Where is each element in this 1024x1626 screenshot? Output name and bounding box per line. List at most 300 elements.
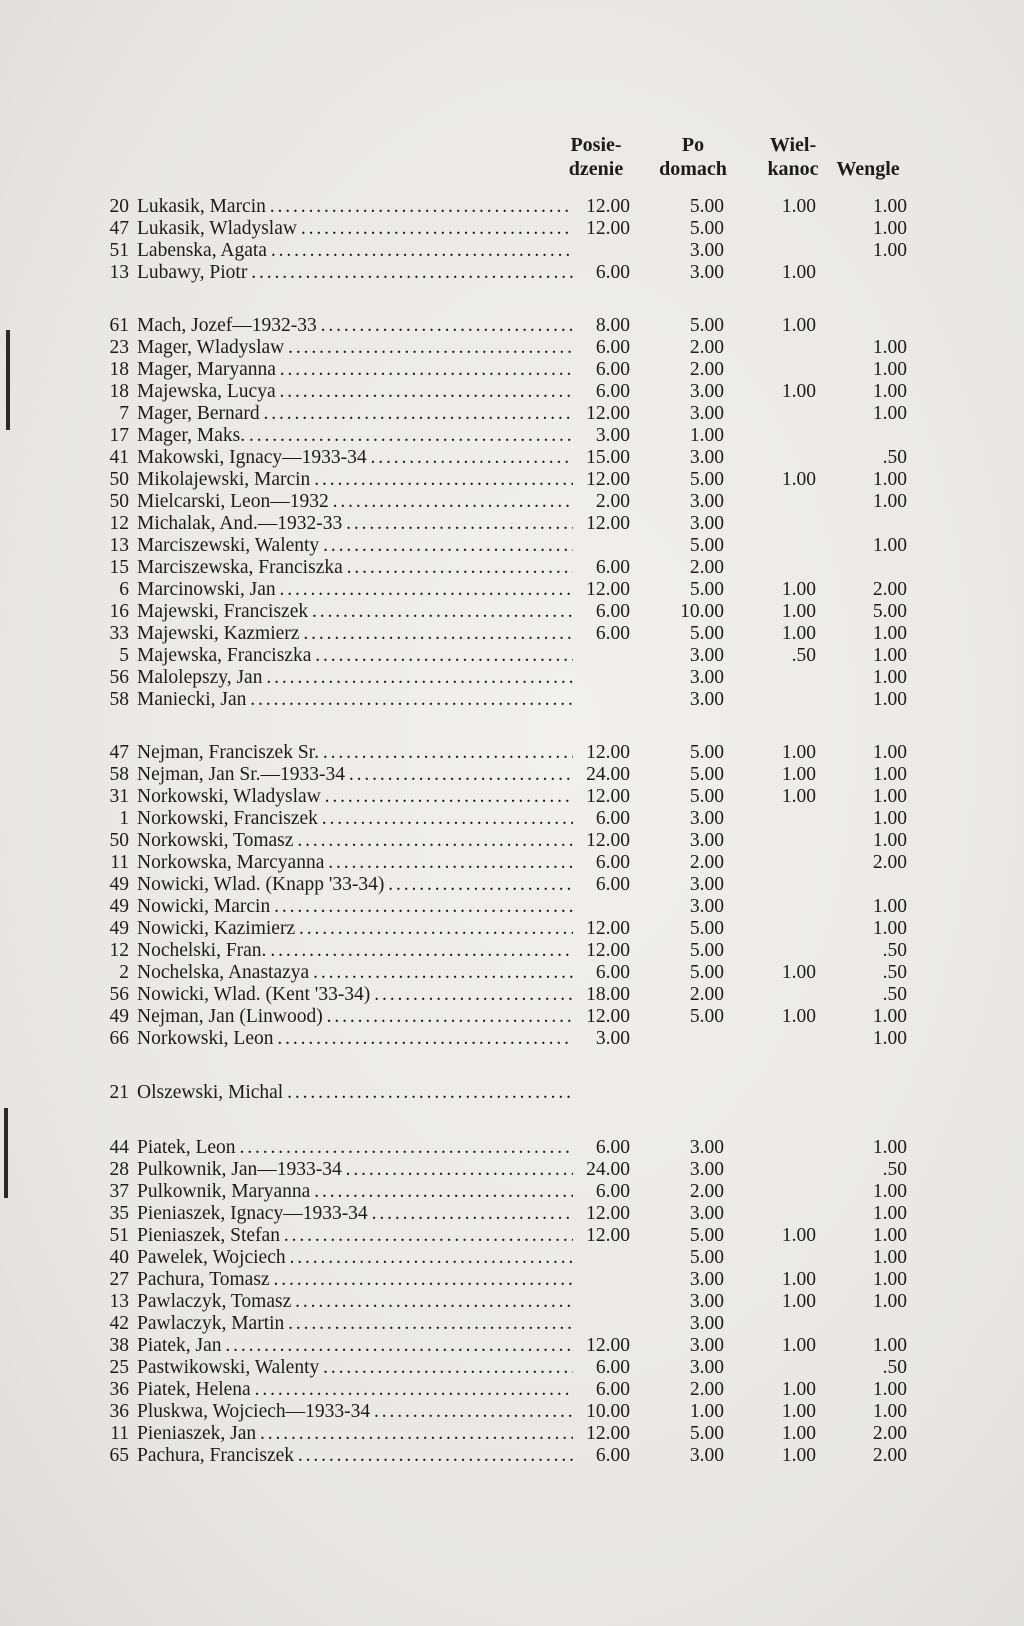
table-row	[0, 667, 1024, 689]
posiedzenie-value: 12.00	[586, 1006, 630, 1027]
po-domach-value: 3.00	[689, 874, 724, 895]
row-number: 25	[109, 1357, 129, 1378]
po-domach-value: 5.00	[689, 764, 724, 785]
posiedzenie-value: 3.00	[595, 1028, 630, 1049]
row-name: Olszewski, Michal . . .	[137, 1082, 573, 1104]
posiedzenie-value: 8.00	[595, 315, 630, 336]
row-number: 21	[109, 1082, 129, 1103]
po-domach-value: 5.00	[689, 535, 724, 556]
table-row	[0, 1379, 1024, 1401]
po-domach-value: 3.00	[689, 1445, 724, 1466]
row-name: Pluskwa, Wojciech—1933-34 . . .	[137, 1401, 573, 1423]
table-row	[0, 1137, 1024, 1159]
row-name: Mager, Wladyslaw . . .	[137, 337, 573, 359]
table-row	[0, 601, 1024, 623]
wielkanoc-value: 1.00	[781, 1269, 816, 1290]
posiedzenie-value: 6.00	[595, 262, 630, 283]
posiedzenie-value: 12.00	[586, 469, 630, 490]
header-posiedzenie-line2: dzenie	[568, 158, 624, 180]
row-name: Norkowski, Wladyslaw . . .	[137, 786, 573, 808]
header-posiedzenie	[556, 133, 636, 181]
po-domach-value: 5.00	[689, 579, 724, 600]
wielkanoc-value: 1.00	[781, 262, 816, 283]
wengle-value: 1.00	[872, 1028, 907, 1049]
row-name: Nejman, Jan (Linwood) . . .	[137, 1006, 573, 1028]
margin-mark	[4, 1108, 8, 1198]
row-name: Nowicki, Wlad. (Kent '33-34) . . .	[137, 984, 573, 1006]
row-number: 18	[109, 381, 129, 402]
row-number: 38	[109, 1335, 129, 1356]
row-name: Pachura, Tomasz . . .	[137, 1269, 573, 1291]
wielkanoc-value: 1.00	[781, 764, 816, 785]
row-number: 18	[109, 359, 129, 380]
row-number: 66	[109, 1028, 129, 1049]
table-row	[0, 337, 1024, 359]
row-name: Marciszewska, Franciszka . . .	[137, 557, 573, 579]
posiedzenie-value: 6.00	[595, 1357, 630, 1378]
row-number: 58	[109, 689, 129, 710]
row-number: 58	[109, 764, 129, 785]
row-name: Malolepszy, Jan . . .	[137, 667, 573, 689]
wengle-value: 1.00	[872, 535, 907, 556]
table-row	[0, 1181, 1024, 1203]
wielkanoc-value: 1.00	[781, 601, 816, 622]
row-number: 12	[109, 513, 129, 534]
table-row	[0, 764, 1024, 786]
row-name: Maniecki, Jan . . .	[137, 689, 573, 711]
wengle-value: 1.00	[872, 359, 907, 380]
wengle-value: .50	[882, 962, 907, 983]
wengle-value: .50	[882, 1159, 907, 1180]
wielkanoc-value: 1.00	[781, 196, 816, 217]
po-domach-value: 2.00	[689, 984, 724, 1005]
wengle-value: 2.00	[872, 1423, 907, 1444]
row-number: 36	[109, 1379, 129, 1400]
row-number: 7	[119, 403, 129, 424]
table-row	[0, 491, 1024, 513]
table-row	[0, 315, 1024, 337]
row-name: Nejman, Jan Sr.—1933-34 . . .	[137, 764, 573, 786]
wengle-value: 1.00	[872, 645, 907, 666]
table-row	[0, 786, 1024, 808]
posiedzenie-value: 6.00	[595, 874, 630, 895]
po-domach-value: 5.00	[689, 315, 724, 336]
posiedzenie-value: 12.00	[586, 513, 630, 534]
wengle-value: 1.00	[872, 337, 907, 358]
posiedzenie-value: 6.00	[595, 623, 630, 644]
row-name: Pieniaszek, Ignacy—1933-34 . . .	[137, 1203, 573, 1225]
table-row	[0, 1313, 1024, 1335]
row-number: 5	[119, 645, 129, 666]
table-row	[0, 1401, 1024, 1423]
wengle-value: 1.00	[872, 1379, 907, 1400]
row-number: 11	[110, 1423, 129, 1444]
wengle-value: 1.00	[872, 1137, 907, 1158]
wielkanoc-value: 1.00	[781, 1445, 816, 1466]
posiedzenie-value: 6.00	[595, 1137, 630, 1158]
table-row	[0, 1247, 1024, 1269]
po-domach-value: 3.00	[689, 381, 724, 402]
row-number: 50	[109, 830, 129, 851]
po-domach-value: 3.00	[689, 1159, 724, 1180]
row-name: Nowicki, Kazimierz . . .	[137, 918, 573, 940]
wengle-value: 1.00	[872, 1006, 907, 1027]
row-name: Pulkownik, Jan—1933-34 . . .	[137, 1159, 573, 1181]
table-row	[0, 557, 1024, 579]
wielkanoc-value: 1.00	[781, 1291, 816, 1312]
wengle-value: .50	[882, 940, 907, 961]
row-name: Michalak, And.—1932-33 . . .	[137, 513, 573, 535]
row-name: Mager, Maryanna . . .	[137, 359, 573, 381]
wengle-value: 1.00	[872, 1401, 907, 1422]
row-name: Lukasik, Marcin . . .	[137, 196, 573, 218]
header-wielkanoc-line1: Wiel-	[769, 134, 817, 156]
posiedzenie-value: 3.00	[595, 425, 630, 446]
po-domach-value: 3.00	[689, 491, 724, 512]
row-name: Nochelska, Anastazya . . .	[137, 962, 573, 984]
row-number: 42	[109, 1313, 129, 1334]
header-po-domach-line1: Po	[681, 134, 705, 156]
table-row	[0, 1423, 1024, 1445]
wielkanoc-value: 1.00	[781, 1379, 816, 1400]
po-domach-value: 3.00	[689, 447, 724, 468]
wengle-value: 5.00	[872, 601, 907, 622]
table-row	[0, 645, 1024, 667]
table-row	[0, 874, 1024, 896]
table-row	[0, 1082, 1024, 1104]
row-number: 35	[109, 1203, 129, 1224]
row-name: Nochelski, Fran. . . .	[137, 940, 573, 962]
row-name: Pieniaszek, Jan . . .	[137, 1423, 573, 1445]
wielkanoc-value: 1.00	[781, 742, 816, 763]
po-domach-value: 3.00	[689, 1203, 724, 1224]
posiedzenie-value: 12.00	[586, 1423, 630, 1444]
table-row	[0, 1159, 1024, 1181]
header-po-domach	[646, 133, 740, 181]
wielkanoc-value: 1.00	[781, 786, 816, 807]
row-name: Mager, Maks. . . .	[137, 425, 573, 447]
posiedzenie-value: 6.00	[595, 557, 630, 578]
wielkanoc-value: 1.00	[781, 469, 816, 490]
po-domach-value: 2.00	[689, 1181, 724, 1202]
row-number: 13	[109, 535, 129, 556]
wielkanoc-value: 1.00	[781, 1225, 816, 1246]
row-number: 61	[109, 315, 129, 336]
wengle-value: 1.00	[872, 218, 907, 239]
table-row	[0, 240, 1024, 262]
wengle-value: 1.00	[872, 918, 907, 939]
po-domach-value: 3.00	[689, 896, 724, 917]
posiedzenie-value: 12.00	[586, 579, 630, 600]
wengle-value: 2.00	[872, 579, 907, 600]
po-domach-value: 5.00	[689, 1006, 724, 1027]
row-number: 51	[109, 1225, 129, 1246]
wengle-value: .50	[882, 447, 907, 468]
po-domach-value: 2.00	[689, 852, 724, 873]
row-number: 23	[109, 337, 129, 358]
posiedzenie-value: 12.00	[586, 1335, 630, 1356]
margin-mark	[6, 330, 10, 430]
row-number: 50	[109, 469, 129, 490]
table-row	[0, 535, 1024, 557]
wengle-value: 2.00	[872, 1445, 907, 1466]
table-row	[0, 623, 1024, 645]
table-row	[0, 1203, 1024, 1225]
posiedzenie-value: 12.00	[586, 218, 630, 239]
posiedzenie-value: 6.00	[595, 601, 630, 622]
posiedzenie-value: 6.00	[595, 808, 630, 829]
wengle-value: 1.00	[872, 469, 907, 490]
posiedzenie-value: 12.00	[586, 742, 630, 763]
posiedzenie-value: 15.00	[586, 447, 630, 468]
table-row	[0, 218, 1024, 240]
header-wielkanoc-line2: kanoc	[767, 158, 819, 180]
row-number: 47	[109, 742, 129, 763]
posiedzenie-value: 6.00	[595, 852, 630, 873]
header-posiedzenie-line1: Posie-	[570, 134, 622, 156]
wengle-value: 1.00	[872, 1247, 907, 1268]
row-name: Majewski, Kazmierz . . .	[137, 623, 573, 645]
row-number: 56	[109, 984, 129, 1005]
row-name: Norkowski, Franciszek . . .	[137, 808, 573, 830]
row-number: 16	[109, 601, 129, 622]
posiedzenie-value: 6.00	[595, 1445, 630, 1466]
posiedzenie-value: 24.00	[586, 1159, 630, 1180]
row-name: Lukasik, Wladyslaw . . .	[137, 218, 573, 240]
wengle-value: 1.00	[872, 786, 907, 807]
row-number: 28	[109, 1159, 129, 1180]
table-row	[0, 830, 1024, 852]
po-domach-value: 3.00	[689, 1357, 724, 1378]
po-domach-value: 10.00	[680, 601, 724, 622]
posiedzenie-value: 12.00	[586, 403, 630, 424]
po-domach-value: 3.00	[689, 513, 724, 534]
wengle-value: 1.00	[872, 1203, 907, 1224]
wengle-value: .50	[882, 984, 907, 1005]
po-domach-value: 3.00	[689, 262, 724, 283]
row-number: 12	[109, 940, 129, 961]
po-domach-value: 3.00	[689, 1335, 724, 1356]
row-name: Mikolajewski, Marcin . . .	[137, 469, 573, 491]
wengle-value: 1.00	[872, 1181, 907, 1202]
po-domach-value: 5.00	[689, 940, 724, 961]
wielkanoc-value: 1.00	[781, 1423, 816, 1444]
row-name: Piatek, Jan . . .	[137, 1335, 573, 1357]
row-name: Makowski, Ignacy—1933-34 . . .	[137, 447, 573, 469]
table-row	[0, 1445, 1024, 1467]
posiedzenie-value: 10.00	[586, 1401, 630, 1422]
wengle-value: 1.00	[872, 689, 907, 710]
row-number: 49	[109, 918, 129, 939]
row-number: 36	[109, 1401, 129, 1422]
posiedzenie-value: 6.00	[595, 337, 630, 358]
posiedzenie-value: 18.00	[586, 984, 630, 1005]
row-name: Pawlaczyk, Tomasz . . .	[137, 1291, 573, 1313]
row-name: Marcinowski, Jan . . .	[137, 579, 573, 601]
po-domach-value: 5.00	[689, 469, 724, 490]
row-number: 27	[109, 1269, 129, 1290]
row-number: 40	[109, 1247, 129, 1268]
wengle-value: 1.00	[872, 491, 907, 512]
table-row	[0, 896, 1024, 918]
row-name: Marciszewski, Walenty . . .	[137, 535, 573, 557]
wengle-value: 1.00	[872, 896, 907, 917]
wengle-value: 1.00	[872, 830, 907, 851]
row-name: Norkowski, Tomasz . . .	[137, 830, 573, 852]
wielkanoc-value: .50	[791, 645, 816, 666]
po-domach-value: 2.00	[689, 359, 724, 380]
table-row	[0, 962, 1024, 984]
row-number: 31	[109, 786, 129, 807]
table-row	[0, 940, 1024, 962]
wengle-value: 1.00	[872, 742, 907, 763]
posiedzenie-value: 12.00	[586, 918, 630, 939]
row-name: Majewski, Franciszek . . .	[137, 601, 573, 623]
wielkanoc-value: 1.00	[781, 315, 816, 336]
row-name: Labenska, Agata . . .	[137, 240, 573, 262]
row-number: 6	[119, 579, 129, 600]
row-number: 44	[109, 1137, 129, 1158]
wengle-value: 2.00	[872, 852, 907, 873]
table-row	[0, 513, 1024, 535]
po-domach-value: 3.00	[689, 403, 724, 424]
po-domach-value: 5.00	[689, 1225, 724, 1246]
row-number: 13	[109, 262, 129, 283]
row-name: Piatek, Leon . . .	[137, 1137, 573, 1159]
row-number: 15	[109, 557, 129, 578]
wengle-value: .50	[882, 1357, 907, 1378]
wengle-value: 1.00	[872, 764, 907, 785]
po-domach-value: 3.00	[689, 1269, 724, 1290]
table-row	[0, 447, 1024, 469]
row-number: 41	[109, 447, 129, 468]
row-number: 2	[119, 962, 129, 983]
po-domach-value: 3.00	[689, 667, 724, 688]
wengle-value: 1.00	[872, 623, 907, 644]
row-name: Nowicki, Wlad. (Knapp '33-34) . . .	[137, 874, 573, 896]
row-number: 49	[109, 1006, 129, 1027]
row-name: Pulkownik, Maryanna . . .	[137, 1181, 573, 1203]
po-domach-value: 3.00	[689, 1291, 724, 1312]
header-wengle-line1: Wengle	[836, 158, 900, 180]
posiedzenie-value: 12.00	[586, 1225, 630, 1246]
po-domach-value: 2.00	[689, 1379, 724, 1400]
po-domach-value: 5.00	[689, 742, 724, 763]
row-number: 51	[109, 240, 129, 261]
wengle-value: 1.00	[872, 1335, 907, 1356]
po-domach-value: 3.00	[689, 240, 724, 261]
row-name: Lubawy, Piotr . . .	[137, 262, 573, 284]
posiedzenie-value: 6.00	[595, 381, 630, 402]
header-wielkanoc	[753, 133, 833, 181]
po-domach-value: 3.00	[689, 689, 724, 710]
header-wengle	[825, 157, 911, 181]
table-row	[0, 262, 1024, 284]
table-row	[0, 1335, 1024, 1357]
posiedzenie-value: 12.00	[586, 940, 630, 961]
table-row	[0, 579, 1024, 601]
table-row	[0, 852, 1024, 874]
row-name: Mager, Bernard . . .	[137, 403, 573, 425]
wengle-value: 1.00	[872, 240, 907, 261]
po-domach-value: 5.00	[689, 918, 724, 939]
po-domach-value: 5.00	[689, 962, 724, 983]
row-name: Nowicki, Marcin . . .	[137, 896, 573, 918]
po-domach-value: 5.00	[689, 1423, 724, 1444]
table-row	[0, 689, 1024, 711]
po-domach-value: 5.00	[689, 218, 724, 239]
row-name: Piatek, Helena . . .	[137, 1379, 573, 1401]
po-domach-value: 5.00	[689, 623, 724, 644]
table-row	[0, 1225, 1024, 1247]
row-number: 33	[109, 623, 129, 644]
row-number: 17	[109, 425, 129, 446]
row-name: Pieniaszek, Stefan . . .	[137, 1225, 573, 1247]
table-row	[0, 425, 1024, 447]
posiedzenie-value: 12.00	[586, 830, 630, 851]
posiedzenie-value: 6.00	[595, 962, 630, 983]
po-domach-value: 5.00	[689, 196, 724, 217]
table-row	[0, 984, 1024, 1006]
wielkanoc-value: 1.00	[781, 579, 816, 600]
po-domach-value: 3.00	[689, 1137, 724, 1158]
row-number: 50	[109, 491, 129, 512]
wengle-value: 1.00	[872, 1225, 907, 1246]
row-name: Majewska, Lucya . . .	[137, 381, 573, 403]
row-name: Norkowska, Marcyanna . . .	[137, 852, 573, 874]
row-number: 47	[109, 218, 129, 239]
posiedzenie-value: 6.00	[595, 1379, 630, 1400]
posiedzenie-value: 12.00	[586, 196, 630, 217]
row-name: Mach, Jozef—1932-33 . . .	[137, 315, 573, 337]
row-name: Pachura, Franciszek . . .	[137, 1445, 573, 1467]
posiedzenie-value: 24.00	[586, 764, 630, 785]
wielkanoc-value: 1.00	[781, 1335, 816, 1356]
table-row	[0, 1357, 1024, 1379]
table-row	[0, 1028, 1024, 1050]
row-name: Pastwikowski, Walenty . . .	[137, 1357, 573, 1379]
row-number: 13	[109, 1291, 129, 1312]
table-row	[0, 403, 1024, 425]
wengle-value: 1.00	[872, 667, 907, 688]
posiedzenie-value: 2.00	[595, 491, 630, 512]
po-domach-value: 3.00	[689, 830, 724, 851]
table-row	[0, 1269, 1024, 1291]
wengle-value: 1.00	[872, 1291, 907, 1312]
row-number: 49	[109, 896, 129, 917]
table-row	[0, 1006, 1024, 1028]
wengle-value: 1.00	[872, 381, 907, 402]
row-name: Pawlaczyk, Martin . . .	[137, 1313, 573, 1335]
table-row	[0, 381, 1024, 403]
row-name: Norkowski, Leon . . .	[137, 1028, 573, 1050]
posiedzenie-value: 12.00	[586, 1203, 630, 1224]
po-domach-value: 3.00	[689, 1313, 724, 1334]
wielkanoc-value: 1.00	[781, 962, 816, 983]
wielkanoc-value: 1.00	[781, 1401, 816, 1422]
row-name: Pawelek, Wojciech . . .	[137, 1247, 573, 1269]
po-domach-value: 3.00	[689, 808, 724, 829]
po-domach-value: 1.00	[689, 1401, 724, 1422]
row-number: 49	[109, 874, 129, 895]
table-row	[0, 742, 1024, 764]
row-name: Mielcarski, Leon—1932 . . .	[137, 491, 573, 513]
wengle-value: 1.00	[872, 808, 907, 829]
posiedzenie-value: 6.00	[595, 1181, 630, 1202]
table-row	[0, 1291, 1024, 1313]
row-name: Nejman, Franciszek Sr. . . .	[137, 742, 573, 764]
table-row	[0, 196, 1024, 218]
